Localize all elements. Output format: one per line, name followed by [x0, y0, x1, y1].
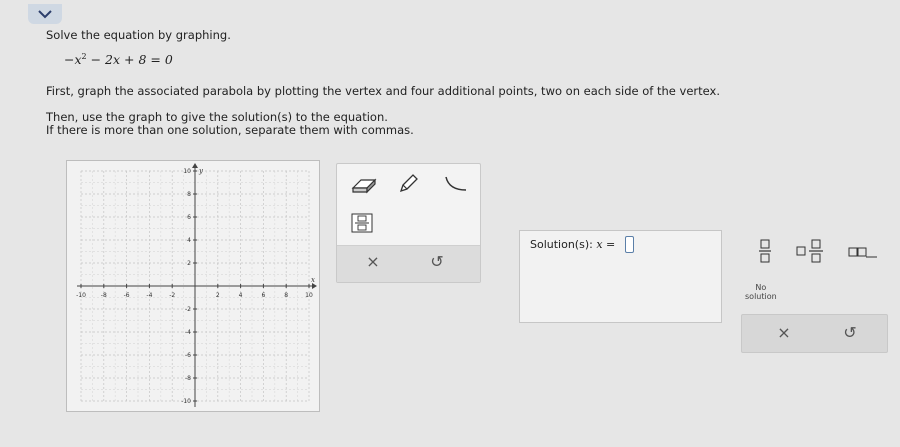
- equation-exponent: 2: [81, 52, 87, 61]
- instruction-solution: Then, use the graph to give the solution(s) to the equation.: [46, 110, 388, 124]
- y-tick-label: 10: [183, 168, 191, 175]
- equation-lhs-prefix: −x: [64, 52, 82, 68]
- pencil-icon[interactable]: [397, 173, 419, 195]
- y-tick-label: -6: [185, 352, 191, 359]
- undo-graph-button[interactable]: ↺: [430, 252, 444, 271]
- solution-variable: x: [596, 238, 603, 251]
- clear-graph-button[interactable]: ×: [366, 252, 380, 271]
- y-tick-label: 8: [187, 191, 191, 198]
- no-solution-line2: solution: [745, 292, 777, 301]
- mixed-number-key-icon[interactable]: [796, 239, 824, 263]
- solution-label-text: Solution(s):: [530, 238, 597, 251]
- solution-equals: =: [602, 238, 616, 251]
- y-tick-label: -10: [181, 398, 191, 405]
- chevron-down-icon: [38, 10, 52, 19]
- tool-footer: [337, 245, 480, 282]
- y-tick-label: 2: [187, 260, 191, 267]
- x-tick-label: -10: [76, 292, 86, 299]
- fraction-key-icon[interactable]: [351, 213, 373, 233]
- subscript-key-icon[interactable]: [848, 244, 878, 260]
- x-tick-label: 8: [284, 292, 289, 299]
- graph-tool-panel: [336, 163, 481, 283]
- equation-rest: − 2x + 8 = 0: [86, 52, 173, 68]
- eraser-icon[interactable]: [351, 176, 377, 196]
- no-solution-button[interactable]: [745, 283, 777, 301]
- y-tick-label: -4: [185, 329, 191, 336]
- y-tick-label: -2: [185, 306, 191, 313]
- x-tick-label: 2: [215, 292, 220, 299]
- undo-answer-button[interactable]: ↺: [843, 323, 857, 342]
- keypad-footer: [741, 314, 888, 353]
- x-tick-label: -2: [169, 292, 176, 299]
- clear-answer-button[interactable]: ×: [777, 323, 791, 342]
- instruction-graph: First, graph the associated parabola by plotting the vertex and four additional points, two on each side of the vertex.: [46, 84, 720, 98]
- x-tick-label: 4: [238, 292, 243, 299]
- x-axis-label: x: [311, 276, 315, 284]
- x-tick-label: -8: [100, 292, 107, 299]
- y-tick-label: 6: [187, 214, 191, 221]
- curve-tool-icon[interactable]: [443, 174, 469, 194]
- x-tick-label: 10: [305, 292, 313, 299]
- equation: [64, 52, 173, 67]
- collapse-toggle[interactable]: [28, 4, 62, 24]
- x-tick-label: -4: [146, 292, 153, 299]
- y-axis-label: y: [199, 167, 203, 175]
- solution-input[interactable]: [625, 236, 634, 253]
- problem-title: Solve the equation by graphing.: [46, 28, 231, 42]
- no-solution-line1: No: [755, 283, 767, 292]
- solution-answer-box: [519, 230, 722, 323]
- graphing-area[interactable]: [66, 160, 320, 412]
- y-tick-label: 4: [187, 237, 191, 244]
- instruction-commas: If there is more than one solution, separate them with commas.: [46, 123, 414, 137]
- x-tick-label: -6: [123, 292, 130, 299]
- solution-label: [530, 238, 615, 251]
- y-tick-label: -8: [185, 375, 191, 382]
- y-axis-arrow-icon: [192, 163, 198, 168]
- coordinate-grid[interactable]: [67, 161, 319, 411]
- x-tick-label: 6: [261, 292, 266, 299]
- fraction-key-icon[interactable]: [758, 239, 772, 263]
